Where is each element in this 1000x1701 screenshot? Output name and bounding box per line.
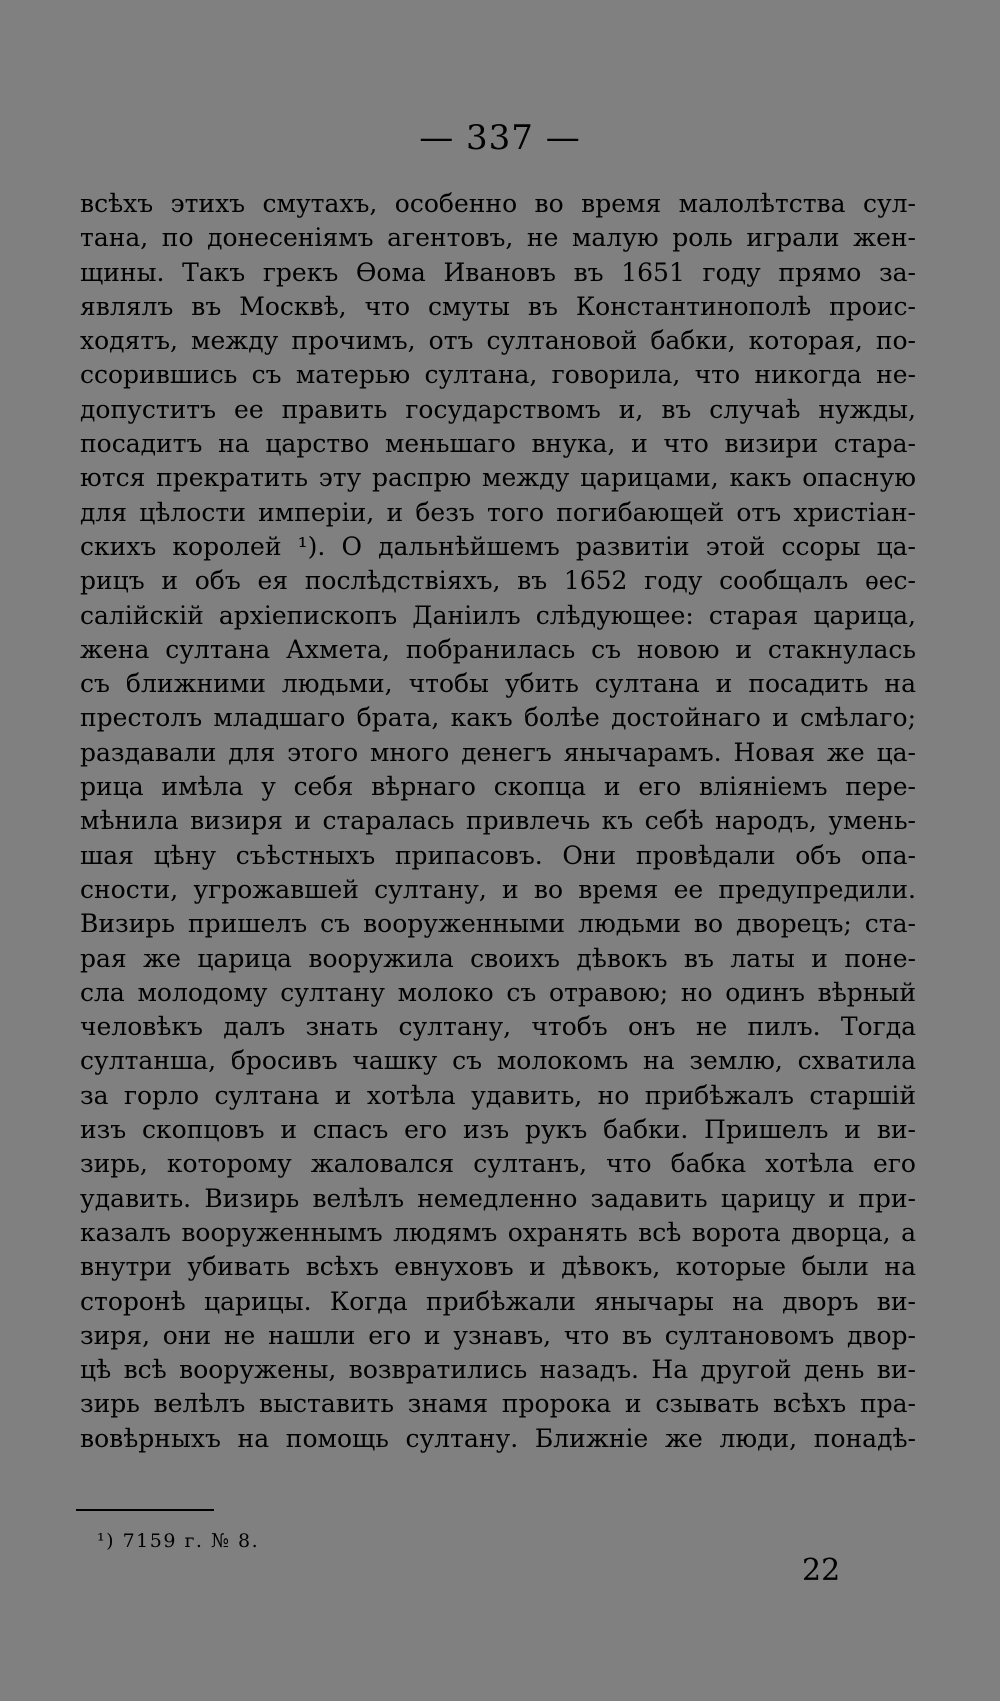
body-text <box>80 187 916 1456</box>
text-line: ссорившись съ матерью султана, говорила, что никогда не- <box>80 360 916 390</box>
text-line: допуститъ ее править государствомъ и, въ случаѣ нужды, <box>80 394 916 424</box>
text-line: мѣнила визиря и старалась привлечь къ себѣ народъ, умень- <box>80 806 916 836</box>
text-line: жена султана Ахмета, побранилась съ новою и стакнулась <box>80 634 916 664</box>
footnote-rule <box>76 1509 214 1511</box>
text-line: шая цѣну съѣстныхъ припасовъ. Они провѣдали объ опа- <box>80 840 916 870</box>
text-line: престолъ младшаго брата, какъ болѣе достойнаго и смѣлаго; <box>80 703 916 733</box>
signature-mark: 22 <box>802 1553 841 1588</box>
text-line: зирь, которому жаловался султанъ, что бабка хотѣла его <box>80 1149 916 1179</box>
text-line: сла молодому султану молоко съ отравою; но одинъ вѣрный <box>80 977 916 1007</box>
text-line: для цѣлости имперіи, и безъ того погибающей отъ христіан- <box>80 497 916 527</box>
text-line: цѣ всѣ вооружены, возвратились назадъ. На другой день ви- <box>80 1355 916 1385</box>
text-line: султанша, бросивъ чашку съ молокомъ на землю, схватила <box>80 1046 916 1076</box>
text-line: внутри убивать всѣхъ евнуховъ и дѣвокъ, которые были на <box>80 1252 916 1282</box>
footnote: ¹) 7159 г. № 8. <box>97 1530 260 1552</box>
text-line: вовѣрныхъ на помощь султану. Ближніе же люди, понадѣ- <box>80 1423 916 1453</box>
text-line: зирь велѣлъ выставить знамя пророка и сзывать всѣхъ пра- <box>80 1389 916 1419</box>
text-line: салійскій архіепископъ Даніилъ слѣдующее: старая царица, <box>80 600 916 630</box>
text-line: за горло султана и хотѣла удавить, но прибѣжалъ старшій <box>80 1080 916 1110</box>
text-line: рая же царица вооружила своихъ дѣвокъ въ латы и поне- <box>80 943 916 973</box>
text-line: сности, угрожавшей султану, и во время ее предупредили. <box>80 874 916 904</box>
text-line: человѣкъ далъ знать султану, чтобъ онъ не пилъ. Тогда <box>80 1012 916 1042</box>
text-line: раздавали для этого много денегъ янычарамъ. Новая же ца- <box>80 737 916 767</box>
text-line: сторонѣ царицы. Когда прибѣжали янычары на дворъ ви- <box>80 1286 916 1316</box>
page-number: — 337 — <box>419 118 581 158</box>
text-line: Визирь пришелъ съ вооруженными людьми во дворецъ; ста- <box>80 909 916 939</box>
text-line: ходятъ, между прочимъ, отъ султановой бабки, которая, по- <box>80 326 916 356</box>
text-line: ются прекратить эту распрю между царицами, какъ опасную <box>80 463 916 493</box>
text-line: щины. Такъ грекъ Ѳома Ивановъ въ 1651 году прямо за- <box>80 257 916 287</box>
text-line: казалъ вооруженнымъ людямъ охранять всѣ ворота дворца, а <box>80 1217 916 1247</box>
text-line: тана, по донесеніямъ агентовъ, не малую роль играли жен- <box>80 223 916 253</box>
text-line: съ ближними людьми, чтобы убить султана и посадить на <box>80 669 916 699</box>
text-line: зиря, они не нашли его и узнавъ, что въ султановомъ двор- <box>80 1320 916 1350</box>
text-line: удавить. Визирь велѣлъ немедленно задавить царицу и при- <box>80 1183 916 1213</box>
text-line: изъ скопцовъ и спасъ его изъ рукъ бабки. Пришелъ и ви- <box>80 1115 916 1145</box>
text-line: всѣхъ этихъ смутахъ, особенно во время малолѣтства сул- <box>80 189 916 218</box>
text-line: посадитъ на царство меньшаго внука, и что визири стара- <box>80 429 916 459</box>
text-line: скихъ королей ¹). О дальнѣйшемъ развитіи этой ссоры ца- <box>80 531 916 561</box>
text-line: являлъ въ Москвѣ, что смуты въ Константинополѣ проис- <box>80 291 916 321</box>
text-line: рицъ и объ ея послѣдствіяхъ, въ 1652 году сообщалъ ѳес- <box>80 566 916 596</box>
text-line: рица имѣла у себя вѣрнаго скопца и его вліяніемъ пере- <box>80 772 916 802</box>
